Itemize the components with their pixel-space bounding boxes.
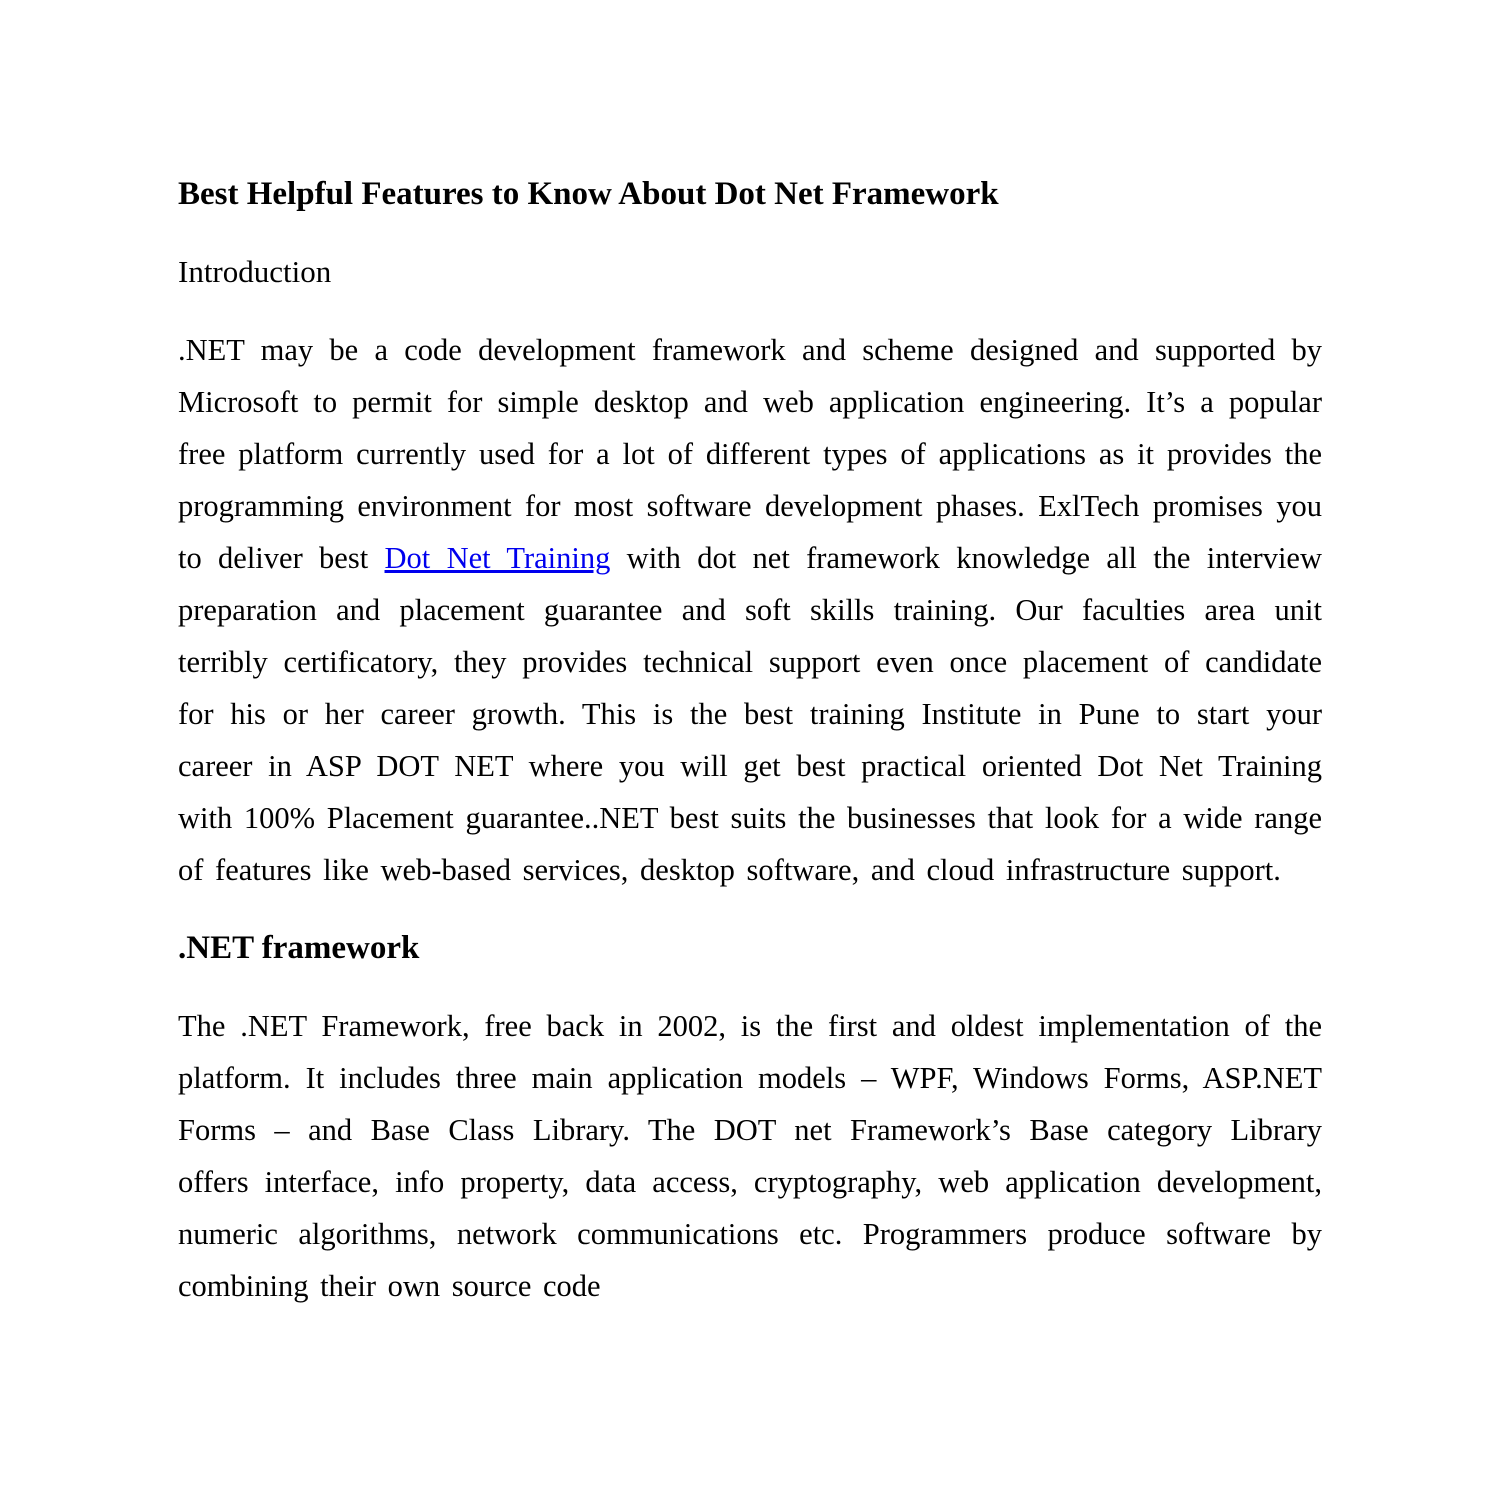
paragraph-text-after-link: with dot net framework knowledge all the interview preparation and placement guarantee and soft skills training. Our faculties area unit terribly certificatory, they provides technical support even once placement of candidate for his or her career growth. This is the best training Institute in Pune to start your career in ASP DOT NET where you will get best practical oriented Dot Net Training with 100% Placement guarantee..NET best suits the businesses that look for a wide range of features like web-based services, desktop software, and cloud infrastructure support. <box>178 541 1322 887</box>
document-title: Best Helpful Features to Know About Dot Net Framework <box>178 176 999 212</box>
paragraph-text-before-link: .NET may be a code development framework and scheme designed and supported by Microsoft to permit for simple desktop and web application engineering. It’s a popular free platform currently used for a lot of different types of applications as it provides the programming environment for most software development phases. ExlTech promises you to deliver best <box>178 333 1322 575</box>
section-heading-introduction: Introduction <box>178 254 332 289</box>
paragraph-introduction <box>178 324 1322 896</box>
section-heading-net-framework: .NET framework <box>178 930 420 966</box>
dot-net-training-link[interactable]: Dot Net Training <box>384 541 611 575</box>
paragraph-net-framework: The .NET Framework, free back in 2002, is the first and oldest implementation of the platform. It includes three main application models – WPF, Windows Forms, ASP.NET Forms – and Base Class Library. The DOT net Framework’s Base category Library offers interface, info property, data access, cryptography, web application development, numeric algorithms, network communications etc. Programmers produce software by combining their own source code <box>178 1009 1322 1303</box>
